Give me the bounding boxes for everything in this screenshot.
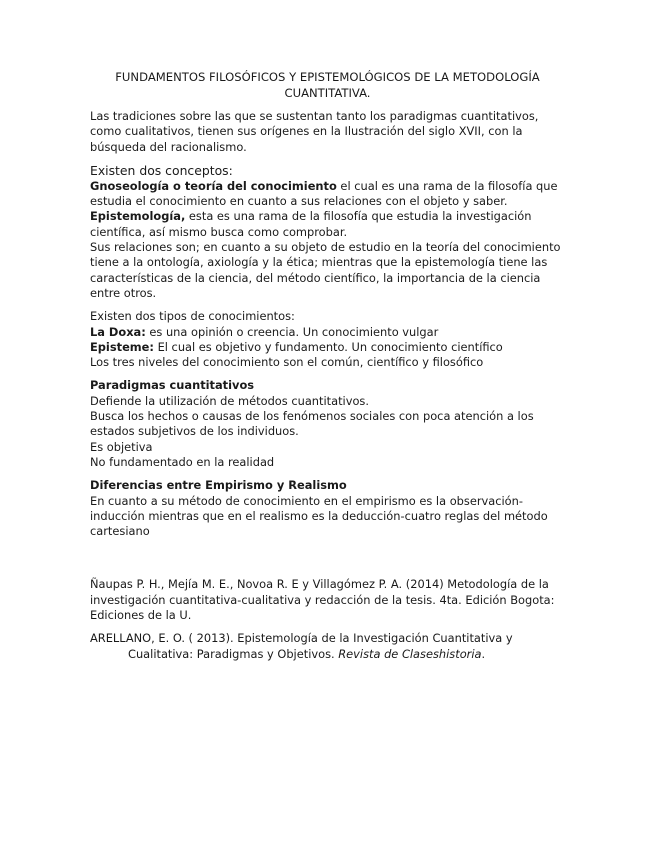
paradigmas-heading: Paradigmas cuantitativos	[90, 378, 255, 393]
concepts-section	[90, 163, 565, 301]
epistemologia-text: esta es una rama de la filosofía que estudia la investigación científica, así mismo busca como comprobar.	[90, 209, 532, 239]
diferencias-heading: Diferencias entre Empirismo y Realismo	[90, 478, 347, 493]
episteme-term: Episteme:	[90, 339, 154, 354]
episteme-text: El cual es objetivo y fundamento. Un conocimiento científico	[153, 339, 503, 354]
intro-paragraph: Las tradiciones sobre las que se sustentan tanto los paradigmas cuantitativos, como cualitativos, tienen sus orígenes en la Ilustración del siglo XVII, con la búsqueda del racionalismo.	[90, 109, 539, 154]
paradigmas-line: Defiende la utilización de métodos cuantitativos.	[90, 393, 369, 408]
reference-text: ARELLANO, E. O. ( 2013). Epistemología de la Investigación Cuantitativa y Cualitativa: Paradigmas y Objetivos.	[90, 631, 513, 661]
doxa-term: La Doxa:	[90, 324, 146, 339]
reference-journal: Revista de Claseshistoria	[338, 646, 482, 661]
episteme-line	[90, 340, 565, 355]
reference-end: .	[481, 646, 486, 661]
gnoseologia-paragraph	[90, 179, 565, 210]
paradigmas-section	[90, 378, 565, 470]
gnoseologia-term: Gnoseología o teoría del conocimiento	[90, 178, 337, 193]
epistemologia-term: Epistemología,	[90, 209, 186, 224]
relaciones-paragraph: Sus relaciones son; en cuanto a su objeto de estudio en la teoría del conocimiento tiene a la ontología, axiología y la ética; mientras que la epistemología tiene las características de la ciencia, del método científico, la importancia de la ciencia entre otros.	[90, 240, 561, 300]
document-title: FUNDAMENTOS FILOSÓFICOS Y EPISTEMOLÓGICOS DE LA METODOLOGÍA CUANTITATIVA.	[115, 70, 540, 100]
reference-entry	[90, 631, 565, 662]
reference-entry: Ñaupas P. H., Mejía M. E., Novoa R. E y Villagómez P. A. (2014) Metodología de la investigación cuantitativa-cualitativa y redacción de la tesis. 4ta. Edición Bogota: Ediciones de la U.	[90, 577, 555, 623]
paradigmas-line: No fundamentado en la realidad	[90, 454, 275, 469]
diferencias-text: En cuanto a su método de conocimiento en el empirismo es la observación-inducción mientras que en el realismo es la deducción-cuatro reglas del método cartesiano	[90, 493, 548, 539]
tipos-section	[90, 309, 565, 370]
concepts-lead: Existen dos conceptos:	[90, 162, 233, 178]
paradigmas-line: Es objetiva	[90, 439, 153, 454]
diferencias-section	[90, 478, 565, 539]
niveles-line: Los tres niveles del conocimiento son el común, científico y filosófico	[90, 355, 484, 370]
doxa-text: es una opinión o creencia. Un conocimiento vulgar	[145, 324, 439, 339]
tipos-lead: Existen dos tipos de conocimientos:	[90, 309, 295, 324]
paradigmas-line: Busca los hechos o causas de los fenómenos sociales con poca atención a los estados subjetivos de los individuos.	[90, 409, 534, 439]
references-section	[90, 577, 565, 661]
document-page	[90, 70, 565, 662]
gnoseologia-text: el cual es una rama de la filosofía que estudia el conocimiento en cuanto a sus relaciones con el objeto y saber.	[90, 178, 558, 209]
epistemologia-paragraph	[90, 209, 565, 240]
doxa-line	[90, 325, 565, 340]
